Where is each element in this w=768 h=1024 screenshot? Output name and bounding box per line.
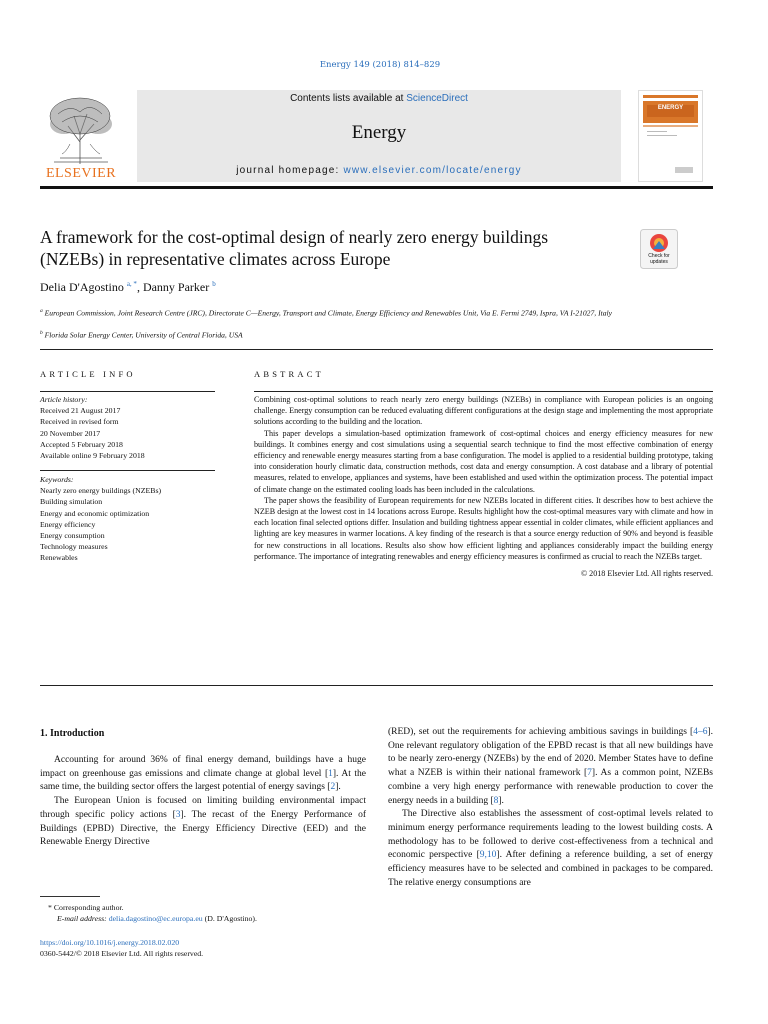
- email-label: E-mail address:: [57, 914, 109, 923]
- contents-line: [137, 93, 621, 104]
- article-title: A framework for the cost-optimal design of nearly zero energy buildings (NZEBs) in representative climates across Europe: [40, 227, 549, 269]
- reference-link[interactable]: 4–6: [693, 727, 708, 737]
- abstract-end-divider: [40, 685, 713, 686]
- abstract-divider: [254, 391, 713, 392]
- affiliation-marker: a: [40, 308, 43, 314]
- text-run: ].: [335, 782, 341, 793]
- body-paragraph: [388, 808, 713, 890]
- keyword-item: Energy consumption: [40, 531, 105, 541]
- history-label: Article history:: [40, 395, 88, 404]
- reference-link[interactable]: 8: [493, 795, 499, 806]
- history-item: 20 November 2017: [40, 428, 101, 438]
- homepage-prefix: journal homepage:: [236, 165, 344, 176]
- history-item: Received 21 August 2017: [40, 406, 121, 416]
- footnote-text: Corresponding author.: [53, 903, 124, 912]
- text-run: ]. The recast of the Energy Performance of Buildings (EPBD) Directive, the Energy Efficiency Directive (EED) and the Renewable Energy Directive: [40, 809, 366, 848]
- header-divider: [40, 186, 713, 189]
- abstract-paragraph: Combining cost-optimal solutions to reach nearly zero energy buildings (NZEBs) in compliance with European policies is an ongoing challenge. Energy consumption can be reduced evaluating different configurations at the design stage and implementing the most appropriate solutions according to the building and the location.: [254, 395, 713, 427]
- history-item: Received in revised form: [40, 417, 119, 427]
- text-run: ].: [498, 795, 504, 806]
- text-run: ]. As a common point, NZEBs combine a very high energy performance with renewable production to cover the energy needs in a building [: [388, 768, 713, 806]
- reference-link[interactable]: 7: [587, 768, 592, 779]
- footnote-divider: [40, 896, 100, 897]
- author-name[interactable]: Delia D'Agostino: [40, 280, 124, 294]
- corresponding-author-footnote: [40, 902, 370, 924]
- text-run: Accounting for around 36% of final energy demand, buildings have a huge impact on greenhouse gas emissions and climate change at global level [: [40, 755, 366, 779]
- affiliation-text: Florida Solar Energy Center, University of Central Florida, USA: [44, 330, 243, 340]
- article-history: [40, 394, 215, 461]
- email-link[interactable]: delia.dagostino@ec.europa.eu: [108, 914, 203, 923]
- keywords-list: [40, 474, 215, 564]
- keyword-item: Technology measures: [40, 542, 108, 552]
- crossmark-label: Check for updates: [648, 253, 670, 265]
- keyword-item: Renewables: [40, 553, 78, 563]
- keyword-item: Energy and economic optimization: [40, 508, 150, 518]
- history-item: Available online 9 February 2018: [40, 451, 145, 461]
- affiliation-b: [40, 328, 640, 341]
- text-run: ]. At the same time, the building sector offers the largest potential of energy savings [: [40, 768, 366, 793]
- section-heading-introduction: 1. Introduction: [40, 728, 105, 739]
- body-left-column: [40, 754, 366, 850]
- body-right-column: [388, 726, 713, 890]
- article-info-divider: [40, 391, 215, 392]
- author-separator: ,: [136, 280, 143, 294]
- title-divider: [40, 349, 713, 350]
- history-item: Accepted 5 February 2018: [40, 439, 123, 449]
- keyword-item: Energy efficiency: [40, 519, 96, 529]
- sciencedirect-link[interactable]: ScienceDirect: [406, 93, 468, 104]
- article-info-heading: ARTICLE INFO: [40, 369, 136, 379]
- homepage-link[interactable]: www.elsevier.com/locate/energy: [343, 165, 522, 176]
- doi-block: [40, 937, 203, 959]
- author-line: [40, 280, 216, 295]
- abstract-paragraph: This paper develops a simulation-based optimization framework of cost-optimal choices and energy efficiency measures for new buildings. It combines energy and cost simulations using a sequential search technique to find the most effective combination of energy efficiency and renewable energy measures starting from a base configuration. The model is applied to a residential building prototype, taking into consideration hourly climatic data, construction methods, cost data and energy consumption. A cost database and a library of potential measures, related to envelope, appliances and systems, have been established and used within the optimization process. The potential impact of climate change on the estimated cooling loads has been included in the calculations.: [254, 428, 713, 494]
- affiliation-text: European Commission, Joint Research Centre (JRC), Directorate C—Energy, Transport and Climate, Energy Efficiency and Renewables Unit, Via E. Fermi 2749, Ispra, VA I-21027, Italy: [44, 308, 612, 318]
- author-affiliation-marker[interactable]: a, *: [126, 280, 137, 288]
- reference-link[interactable]: 2: [330, 782, 336, 793]
- reference-link[interactable]: 3: [175, 809, 181, 820]
- keywords-label: Keywords:: [40, 475, 74, 484]
- body-paragraph: [388, 726, 713, 808]
- author-name[interactable]: Danny Parker: [142, 280, 210, 294]
- author-affiliation-marker[interactable]: b: [212, 280, 216, 288]
- keywords-divider: [40, 470, 215, 471]
- abstract-paragraph: The paper shows the feasibility of European requirements for new NZEBs located in different cities. It describes how to best achieve the NZEB design at the lowest cost in 14 locations across Europe. Results highlight how the cost-optimal measures vary with climate and how in each location final selected options differ. Insulation and building tightness appear essential in colder climates, while efficient appliances and lighting are key measures in warmer locations. A key finding of the research is that a source energy reduction of 90% and beyond is feasible for new constructions in all locations. Results also show how efficient lighting and appliances considerably impact the building energy performance. The importance of integrating renewables and energy efficiency measures is confirmed as crucial to reach the NZEBs target.: [254, 495, 713, 561]
- text-run: ]. After defining a reference building, a set of energy efficiency measures have to be selected and combined in packages to be compared. The relative energy consumptions are: [388, 850, 713, 888]
- keyword-item: Nearly zero energy buildings (NZEBs): [40, 486, 162, 496]
- affiliation-a: [40, 306, 640, 319]
- email-suffix: (D. D'Agostino).: [202, 914, 257, 923]
- abstract-heading: ABSTRACT: [254, 369, 324, 379]
- issn-line: 0360-5442/© 2018 Elsevier Ltd. All rights reserved.: [40, 949, 204, 958]
- abstract-copyright: © 2018 Elsevier Ltd. All rights reserved.: [580, 569, 713, 579]
- journal-homepage: [137, 165, 621, 176]
- reference-link[interactable]: 9,10: [479, 850, 497, 861]
- journal-citation[interactable]: Energy 149 (2018) 814–829: [319, 60, 441, 70]
- contents-prefix: Contents lists available at: [290, 93, 407, 104]
- text-run: The Directive also establishes the assessment of cost-optimal levels related to minimum energy performance requirements leading to the lowest building costs. A methodology has to be followed to derive cost-effectiveness from a technical and economic perspective [: [388, 809, 713, 861]
- check-for-updates-badge[interactable]: [640, 229, 678, 269]
- body-paragraph: [40, 795, 366, 850]
- reference-link[interactable]: 1: [328, 768, 333, 779]
- body-paragraph: [40, 754, 366, 795]
- text-run: The European Union is focused on limiting building environmental impact through specific policy actions [: [40, 796, 366, 820]
- journal-cover-thumbnail[interactable]: [638, 90, 703, 182]
- affiliation-marker: b: [40, 330, 43, 336]
- publisher-wordmark: ELSEVIER: [45, 166, 117, 181]
- doi-link[interactable]: https://doi.org/10.1016/j.energy.2018.02.020: [40, 938, 180, 947]
- cover-title: ENERGY: [657, 105, 684, 111]
- keyword-item: Building simulation: [40, 497, 103, 507]
- footnote-marker: *: [48, 903, 52, 912]
- abstract-body: [254, 394, 713, 579]
- journal-name: Energy: [351, 122, 407, 143]
- text-run: ]. One relevant regulatory obligation of the EPBD recast is that all new buildings have to be nearly zero-energy (NZEBs) by the end of 2020. Member States have to define what a NZEB is within their national framework [: [388, 727, 713, 779]
- text-run: (RED), set out the requirements for achieving ambitious savings in buildings [: [388, 727, 694, 737]
